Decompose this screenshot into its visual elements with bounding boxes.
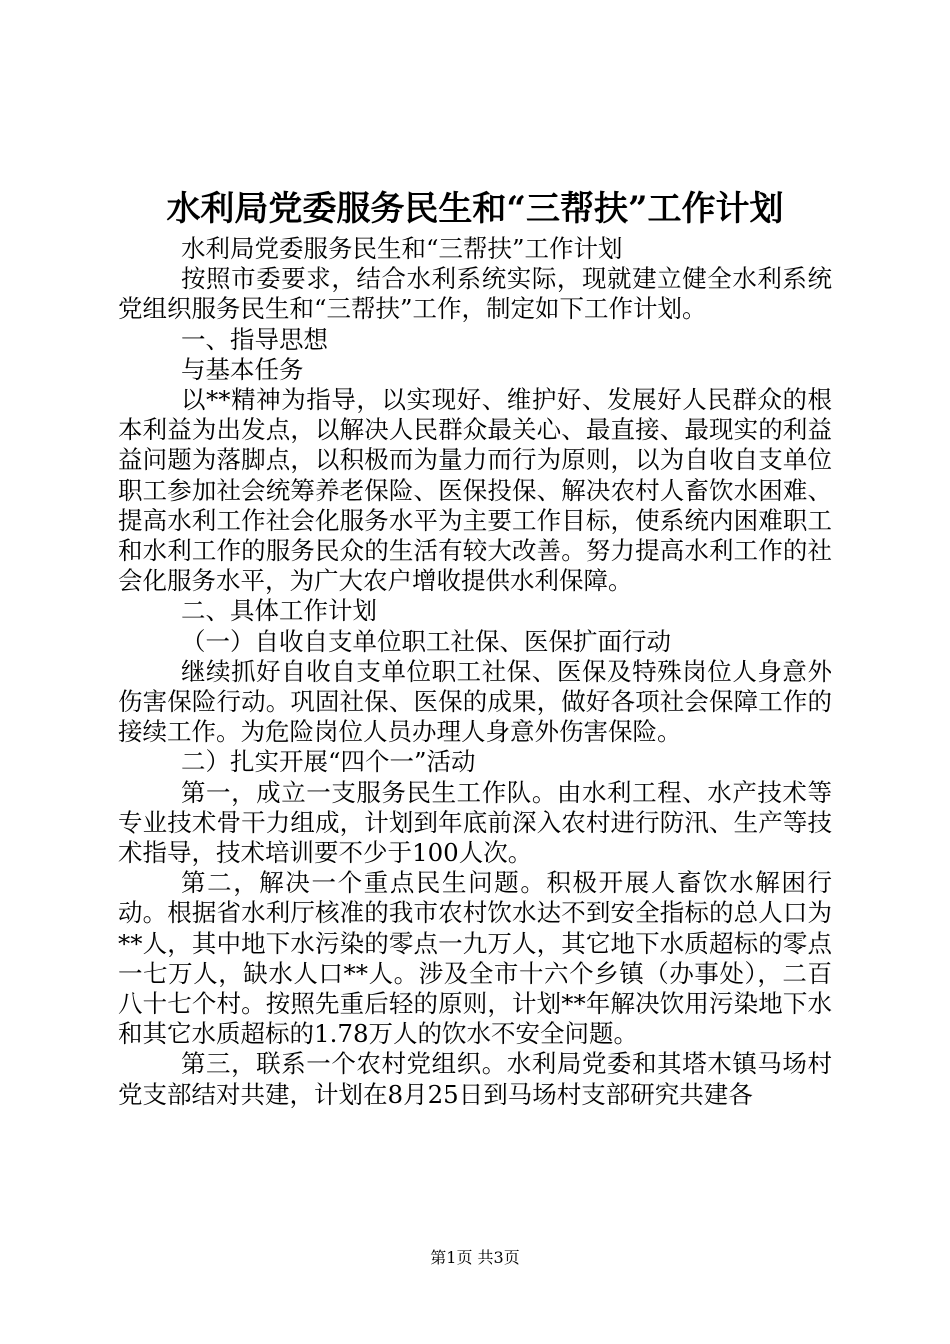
section-heading-guiding-ideology: 一、指导思想 (181, 324, 328, 354)
paragraph-subtitle: 水利局党委服务民生和“三帮扶”工作计划 (181, 234, 623, 263)
page-footer: 第1页 共3页 (430, 1248, 520, 1267)
paragraph-first: 第一，成立一支服务民生工作队。由水利工程、水产技术等专业技术骨干力组成，计划到年底前深入农村进行防汛、生产等技术指导，技术培训要不少于100人次。 (118, 777, 832, 868)
document-body (118, 234, 832, 1110)
document-title: 水利局党委服务民生和“三帮扶”工作计划 (166, 189, 784, 229)
paragraph-guiding-content: 以**精神为指导，以实现好、维护好、发展好人民群众的根本利益为出发点，以解决人民群众最关心、最直接、最现实的利益益问题为落脚点，以积极而为量力而行为原则，以为自收自支单位职工参加社会统筹养老保险、医保投保、解决农村人畜饮水困难、提高水利工作社会化服务水平为主要工作目标，使系统内困难职工和水利工作的服务民众的生活有较大改善。努力提高水利工作的社会化服务水平，为广大农户增收提供水利保障。 (118, 385, 832, 596)
paragraph-second: 第二，解决一个重点民生问题。积极开展人畜饮水解困行动。根据省水利厅核准的我市农村饮水达不到安全指标的总人口为**人，其中地下水污染的零点一九万人，其它地下水质超标的零点一七万人，缺水人口**人。涉及全市十六个乡镇（办事处），二百八十七个村。按照先重后轻的原则，计划**年解决饮用污染地下水和其它水质超标的1.78万人的饮水不安全问题。 (118, 868, 832, 1049)
paragraph-intro: 按照市委要求，结合水利系统实际，现就建立健全水利系统党组织服务民生和“三帮扶”工作，制定如下工作计划。 (118, 264, 832, 324)
section-heading-work-plan: 二、具体工作计划 (181, 596, 377, 626)
paragraph-social-security: 继续抓好自收自支单位职工社保、医保及特殊岗位人身意外伤害保险行动。巩固社保、医保的成果，做好各项社会保障工作的接续工作。为危险岗位人员办理人身意外伤害保险。 (118, 656, 832, 747)
paragraph-third: 第三，联系一个农村党组织。水利局党委和其塔木镇马场村党支部结对共建，计划在8月25日到马场村支部研究共建各 (118, 1049, 832, 1109)
section-heading-basic-tasks: 与基本任务 (181, 354, 304, 384)
subsection-heading-2: 二）扎实开展“四个一”活动 (181, 747, 476, 777)
subsection-heading-1: （一）自收自支单位职工社保、医保扩面行动 (181, 626, 671, 656)
